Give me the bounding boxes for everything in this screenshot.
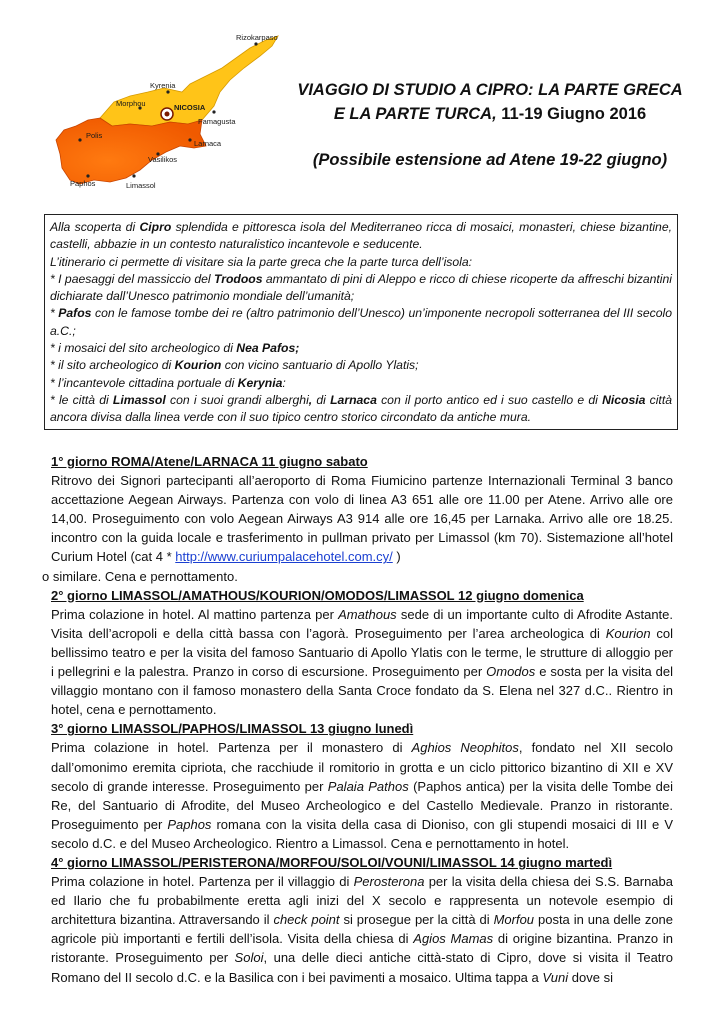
map-label-limassol: Limassol xyxy=(126,181,156,190)
day-3-title: 3° giorno LIMASSOL/PAPHOS/LIMASSOL 13 giugno lunedì xyxy=(51,721,414,737)
map-label-vasilikos: Vasilikos xyxy=(148,155,178,164)
map-label-famagusta: Famagusta xyxy=(198,117,236,126)
day-2-title: 2° giorno LIMASSOL/AMATHOUS/KOURION/OMODOS/LIMASSOL 12 giugno domenica xyxy=(51,587,584,603)
map-label-polis: Polis xyxy=(86,131,103,140)
subtitle: (Possibile estensione ad Atene 19-22 giugno) xyxy=(312,151,668,169)
day-1-text: Ritrovo dei Signori partecipanti all’aeroporto di Roma Fiumicino partenze Internazionali Terminal 3 banco accettazione Aegean Airways. Partenza con volo di linea A3 651 alle ore 11.00 per Atene. Arrivo alle ore 14,00. Proseguimento con volo Aegean Airways A3 914 alle ore 16,45 per Larnaka. Arrivo alle ore 18.25. incontro con la guida locale e trasferimento in pullman privato per Limassol (km 70). Sistemazione all’hotel Curium Hotel (cat 4 * http://www.curiumpalacehotel.com.cy/ ) xyxy=(51,473,673,565)
day-1-text-cont: o similare. Cena e pernottamento. xyxy=(42,568,238,584)
title-line-2 xyxy=(290,102,690,126)
day-4-text: Prima colazione in hotel. Partenza per il villaggio di Perosterona per la visita della chiesa dei S.S. Barnaba ed Ilario che fu probabilmente eretta agli inizi del X secolo e rappresenta un notevole esempio di architettura bizantina. Attraversando il check point si prosegue per la città di Morfou posta in una delle zone agricole più importanti e fertili dell’isola. Visita della chiesa di Agios Mamas di origine bizantina. Pranzo in ristorante. Proseguimento per Soloi, una delle dieci antiche città-stato di Cipro, dove si visita il Teatro Romano del II secolo d.C. e la Basilica con i bei pavimenti a mosaico. Ultima tappa a Vuni dove si xyxy=(51,874,674,985)
day-3-text: Prima colazione in hotel. Partenza per il monastero di Aghios Neophitos, fondato nel XII secolo dall’omonimo eremita cipriota, che racchiude il romitorio in grotta e un ciclo pittorico bizantino di XII e XV secolo di grande interesse. Proseguimento per Palaia Pathos (Paphos antica) per la visita delle Tombe dei Re, del Santuario di Afrodite, del Museo Archeologico e del Castello Medievale. Pranzo in ristorante. Proseguimento per Paphos romana con la visita della casa di Dioniso, con gli stupendi mosaici di III e V secolo d.C. e del Museo Archeologico. Rientro a Limassol. Cena e pernottamento in hotel. xyxy=(51,740,673,851)
intro-box: Alla scoperta di Cipro splendida e pittoresca isola del Mediterraneo ricca di mosaici, monasteri, chiese bizantine, castelli, abbazie in un contesto naturalistico incantevole e seducente. L’itinerario ci permette di visitare sia la parte greca che la parte turca dell’isola: * I paesaggi del massiccio del Trodoos ammantato di pini di Aleppo e ricco di chiese ricoperte da affreschi bizantini dichiarate dall’Unesco patrimonio mondiale dell’umanità; * Pafos con le famose tombe dei re (altro patrimonio dell’Unesco) un’imponente necropoli sotterranea del III secolo a.C.; * i mosaici del sito archeologico di Nea Pafos; * il sito archeologico di Kourion con vicino santuario di Apollo Ylatis; * l’incantevole cittadina portuale di Kerynia: * le città di Limassol con i suoi grandi alberghi, di Larnaca con il porto antico ed i suo castello e di Nicosia città ancora divisa dalla linea verde con il suo tipico centro storico circondato da antiche mura. xyxy=(44,214,678,430)
south-cyprus-region xyxy=(56,118,206,184)
document-title xyxy=(290,78,690,172)
day-4-title: 4° giorno LIMASSOL/PERISTERONA/MORFOU/SOLOI/VOUNI/LIMASSOL 14 giugno martedì xyxy=(51,854,613,870)
title-line-1: VIAGGIO DI STUDIO A CIPRO: LA PARTE GRECA xyxy=(297,81,683,99)
cyprus-map xyxy=(30,30,292,198)
day-2-text: Prima colazione in hotel. Al mattino partenza per Amathous sede di un importante culto di Afrodite Astante. Visita dell’acropoli e della città bassa con l’agorà. Proseguimento per l’area archeologica di Kourion col bellissimo teatro e per la visita del famoso Santuario di Apollo Ylatis con le terme, le strutture di alloggio per i pellegrini e la palestra. Pranzo in corso di escursione. Proseguimento per Omodos e sosta per la visita del villaggio montano con il famoso monastero della Santa Croce fondato da S. Elena nel 327 d.C.. Rientro in hotel, cena e pernottamento. xyxy=(51,606,673,718)
hotel-link[interactable]: http://www.curiumpalacehotel.com.cy/ xyxy=(175,549,393,565)
day-1-title: 1° giorno ROMA/Atene/LARNACA 11 giugno sabato xyxy=(51,454,368,469)
north-cyprus-region xyxy=(100,36,278,126)
map-label-morphou: Morphou xyxy=(116,99,146,108)
map-label-paphos: Paphos xyxy=(70,179,96,188)
map-label-larnaca: Larnaca xyxy=(194,139,222,148)
map-label-nicosia: NICOSIA xyxy=(174,103,206,112)
title-line-2-part-a: E LA PARTE TURCA, xyxy=(333,105,497,123)
map-label-kyrenia: Kyrenia xyxy=(150,81,176,90)
map-label-rizokarpaso: Rizokarpaso xyxy=(236,33,278,42)
title-dates: 11-19 Giugno 2016 xyxy=(501,105,647,123)
itinerary-body xyxy=(42,452,674,987)
